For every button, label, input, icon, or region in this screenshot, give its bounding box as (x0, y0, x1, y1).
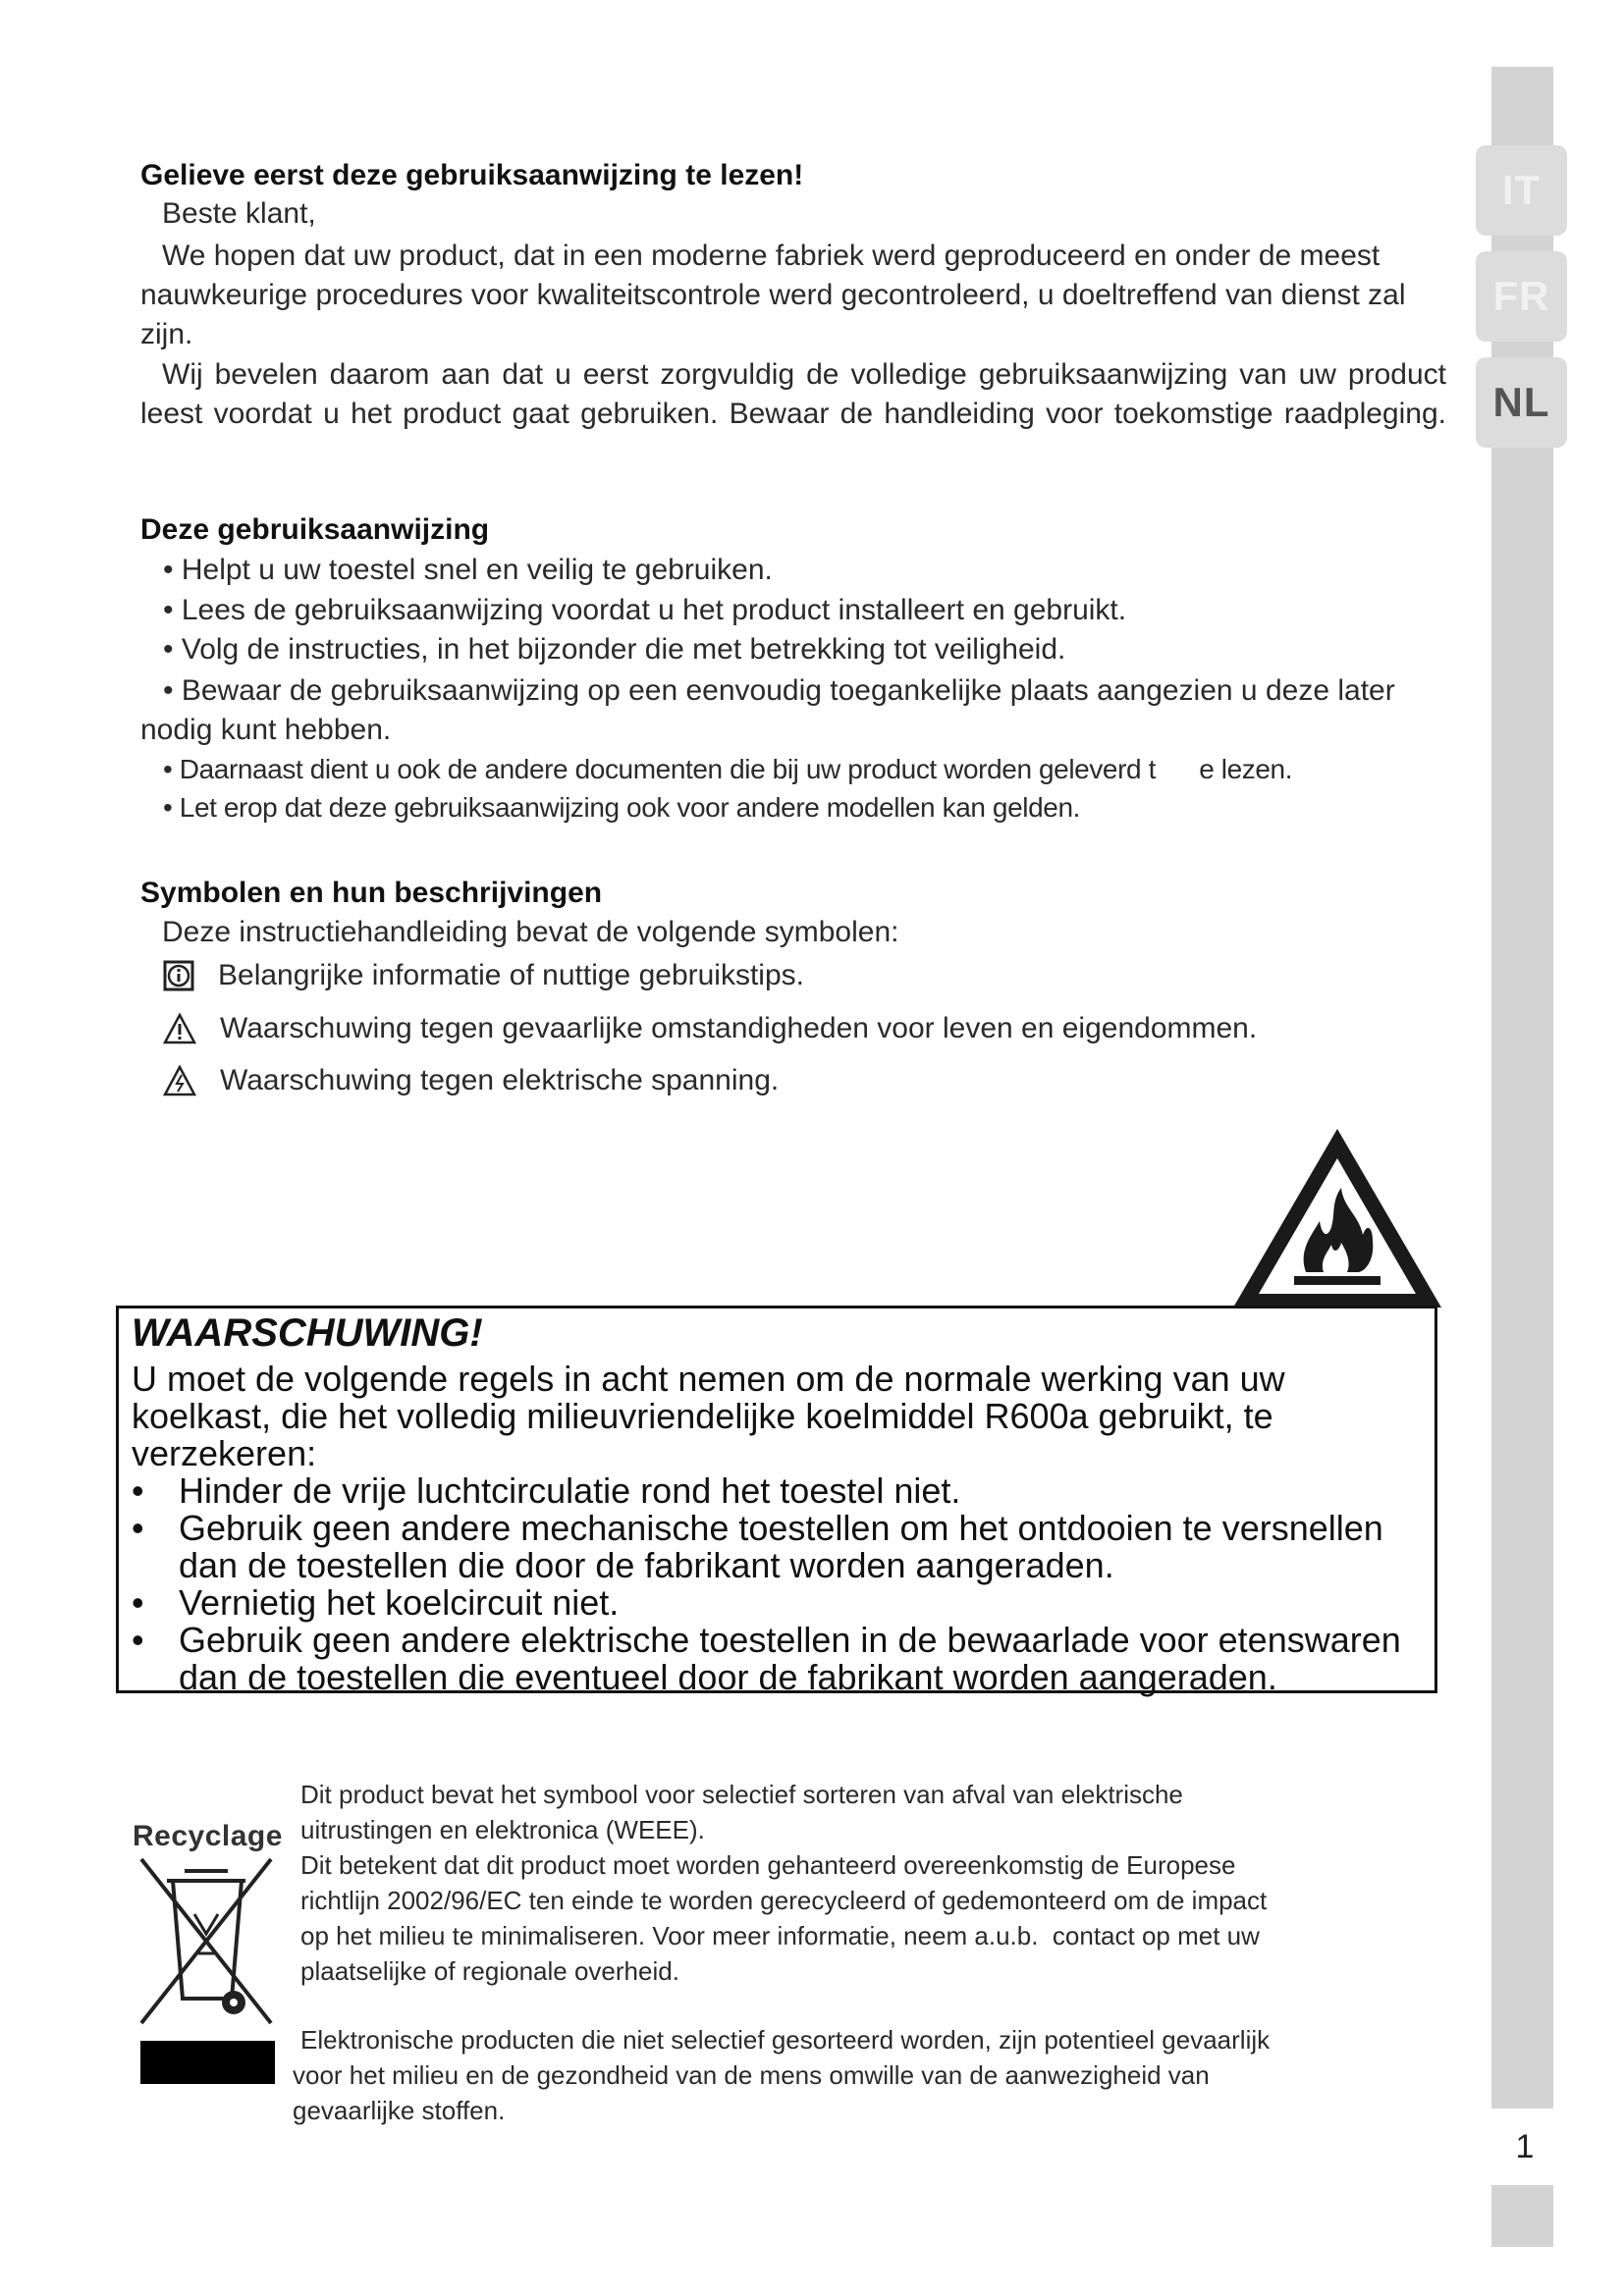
side-strip-bottom (1491, 2185, 1553, 2247)
info-icon (163, 960, 194, 991)
manual-bullet: • Let erop dat deze gebruiksaanwijzing ook voor andere modellen kan gelden. (163, 792, 1080, 823)
symbol-row-warning (163, 1012, 1257, 1045)
warning-intro: U moet de volgende regels in acht nemen om de normale werking van uw koelkast, die het volledig milieuvriendelijke koelmiddel R600a gebruikt, te verzekeren: (132, 1359, 1285, 1473)
lang-tab-nl[interactable]: NL (1476, 357, 1567, 448)
electric-warning-icon (163, 1065, 196, 1096)
manual-bullet: • Bewaar de gebruiksaanwijzing op een eenvoudig toegankelijke plaats aangezien u deze later nodig kunt hebben. (140, 674, 1395, 746)
symbols-intro: Deze instructiehandleiding bevat de volgende symbolen: (162, 916, 899, 948)
intro-heading: Gelieve eerst deze gebruiksaanwijzing te lezen! (140, 159, 804, 191)
symbol-row-electric (163, 1064, 779, 1097)
flammable-warning-icon (1229, 1125, 1445, 1311)
manual-bullet: • Helpt u uw toestel snel en veilig te gebruiken. (163, 554, 773, 586)
warning-item: • Hinder de vrije luchtcirculatie rond het toestel niet. (132, 1470, 961, 1511)
warning-triangle-icon (163, 1013, 196, 1044)
symbol-warning-text: Waarschuwing tegen gevaarlijke omstandigheden voor leven en eigendommen. (220, 1012, 1258, 1044)
recycle-paragraph-1: Dit product bevat het symbool voor selectief sorteren van afval van elektrische uitrustingen en elektronica (WEEE). Dit betekent dat dit product moet worden gehanteerd overeenkomstig de Europese richtlijn 2002/96/EC ten einde te worden gerecycleerd of gedemonteerd om de impact op het milieu te minimaliseren. Voor meer informatie, neem a.u.b. contact op met uw plaatselijke of regionale overheid. (300, 1780, 1268, 1986)
warning-item: • Vernietig het koelcircuit niet. (132, 1582, 620, 1623)
intro-paragraph-1: We hopen dat uw product, dat in een moderne fabriek werd geproduceerd en onder de meest nauwkeurige procedures voor kwaliteitscontrole werd gecontroleerd, u doeltreffend van dienst zal zijn. (140, 240, 1406, 350)
manual-bullet: • Daarnaast dient u ook de andere documenten die bij uw product worden geleverd t e lezen. (163, 754, 1293, 784)
recycle-label: Recyclage (133, 1820, 283, 1852)
recycle-paragraph-2: Elektronische producten die niet selectief gesorteerd worden, zijn potentieel gevaarlijk voor het milieu en de gezondheid van de mens omwille van de aanwezigheid van gevaarlijke stoffen. (293, 2025, 1271, 2125)
intro-paragraph-2: Wij bevelen daarom aan dat u eerst zorgvuldig de volledige gebruiksaanwijzing van uw product leest voordat u het product gaat gebruiken. Bewaar de handleiding voor toekomstige raadpleging. (140, 358, 1446, 430)
warning-item: • Gebruik geen andere mechanische toestellen om het ontdooien te versnellen dan de toestellen die door de fabrikant worden aangeraden. (132, 1508, 1383, 1585)
symbol-electric-text: Waarschuwing tegen elektrische spanning. (220, 1064, 780, 1096)
manual-bullet: • Lees de gebruiksaanwijzing voordat u het product installeert en gebruikt. (163, 594, 1127, 626)
black-bar (140, 2041, 275, 2084)
greeting: Beste klant, (162, 197, 316, 230)
manual-bullet: • Volg de instructies, in het bijzonder die met betrekking tot veiligheid. (163, 633, 1066, 666)
symbol-info-text: Belangrijke informatie of nuttige gebruikstips. (218, 959, 804, 991)
lang-tab-it[interactable]: IT (1476, 145, 1567, 236)
warning-item: • Gebruik geen andere elektrische toestellen in de bewaarlade voor etenswaren dan de toestellen die eventueel door de fabrikant worden aangeraden. (132, 1620, 1401, 1697)
page-number: 1 (1515, 2128, 1535, 2165)
lang-tab-fr[interactable]: FR (1476, 251, 1567, 342)
warning-title: WAARSCHUWING! (132, 1311, 483, 1355)
crossed-bin-icon (137, 1855, 275, 2027)
symbols-heading: Symbolen en hun beschrijvingen (140, 877, 603, 909)
manual-heading: Deze gebruiksaanwijzing (140, 513, 490, 546)
symbol-row-info (163, 959, 804, 992)
